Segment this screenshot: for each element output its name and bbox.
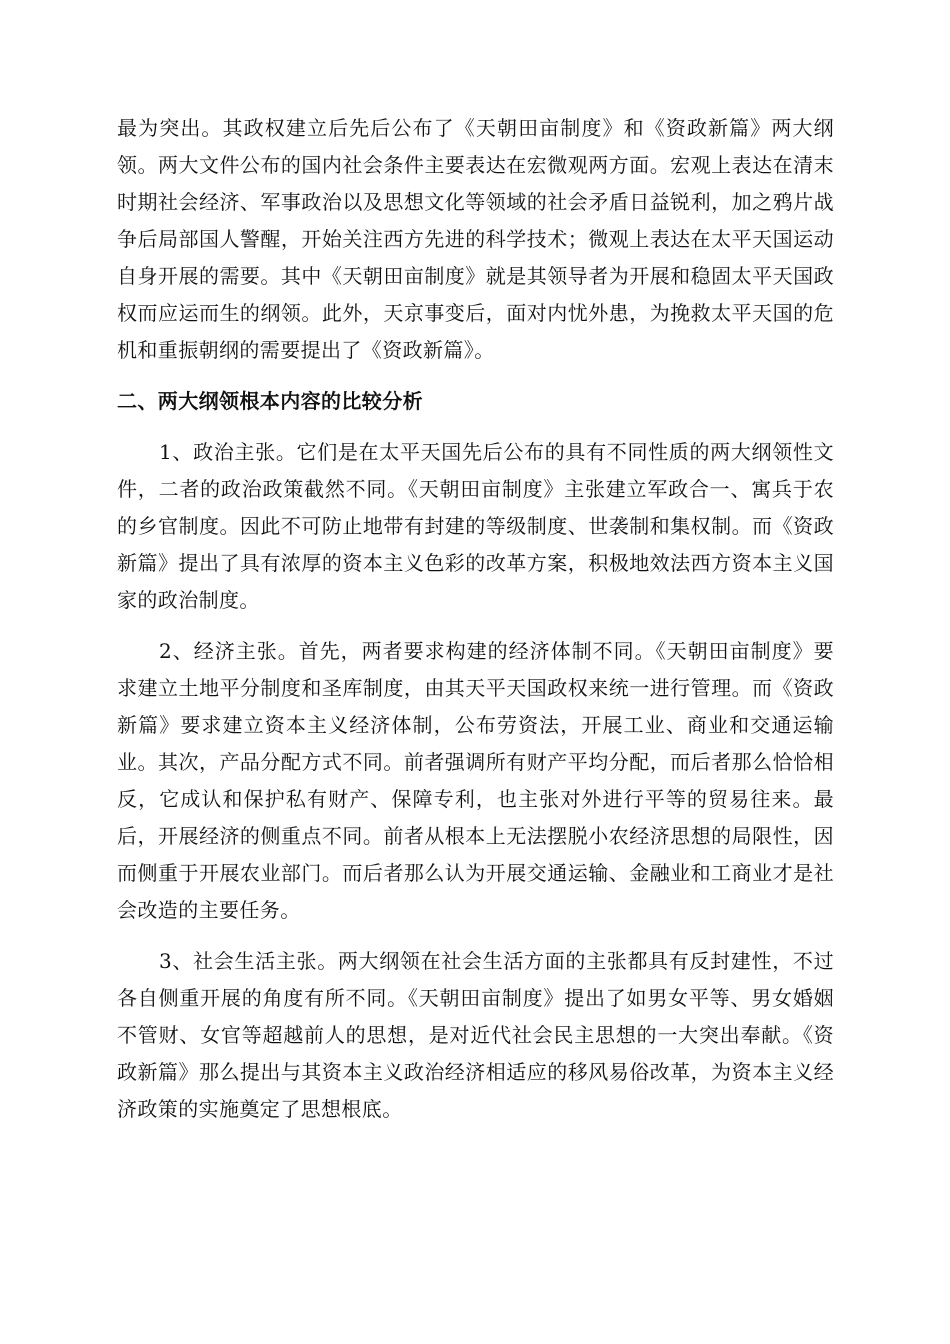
section-heading: 二、两大纲领根本内容的比较分析: [117, 389, 423, 413]
paragraph-economic: 2、经济主张。首先，两者要求构建的经济体制不同。《天朝田亩制度》要求建立土地平分制度和圣库制度，由其天平天国政权来统一进行管理。而《资政新篇》要求建立资本主义经济体制，公布劳资法，开展工业、商业和交通运输业。其次，产品分配方式不同。前者强调所有财产平均分配，而后者那么恰恰相反，它成认和保护私有财产、保障专利，也主张对外进行平等的贸易往来。最后，开展经济的侧重点不同。前者从根本上无法摆脱小农经济思想的局限性，因而侧重于开展农业部门。而后者那么认为开展交通运输、金融业和工商业才是社会改造的主要任务。: [117, 639, 834, 922]
intro-paragraph: 最为突出。其政权建立后先后公布了《天朝田亩制度》和《资政新篇》两大纲领。两大文件公布的国内社会条件主要表达在宏微观两方面。宏观上表达在清末时期社会经济、军事政治以及思想文化等领域的社会矛盾日益锐利，加之鸦片战争后局部国人警醒，开始关注西方先进的科学技术；微观上表达在太平天国运动自身开展的需要。其中《天朝田亩制度》就是其领导者为开展和稳固太平天国政权而应运而生的纲领。此外，天京事变后，面对内忧外患，为挽救太平天国的危机和重振朝纲的需要提出了《资政新篇》。: [117, 116, 834, 362]
document-page: [117, 110, 834, 1128]
paragraph-political: 1、政治主张。它们是在太平天国先后公布的具有不同性质的两大纲领性文件，二者的政治政策截然不同。《天朝田亩制度》主张建立军政合一、寓兵于农的乡官制度。因此不可防止地带有封建的等级制度、世袭制和集权制。而《资政新篇》提出了具有浓厚的资本主义色彩的改革方案，积极地效法西方资本主义国家的政治制度。: [117, 440, 834, 612]
paragraph-social: 3、社会生活主张。两大纲领在社会生活方面的主张都具有反封建性，不过各自侧重开展的角度有所不同。《天朝田亩制度》提出了如男女平等、男女婚姻不管财、女官等超越前人的思想，是对近代社会民主思想的一大突出奉献。《资政新篇》那么提出与其资本主义政治经济相适应的移风易俗改革，为资本主义经济政策的实施奠定了思想根底。: [117, 949, 834, 1121]
